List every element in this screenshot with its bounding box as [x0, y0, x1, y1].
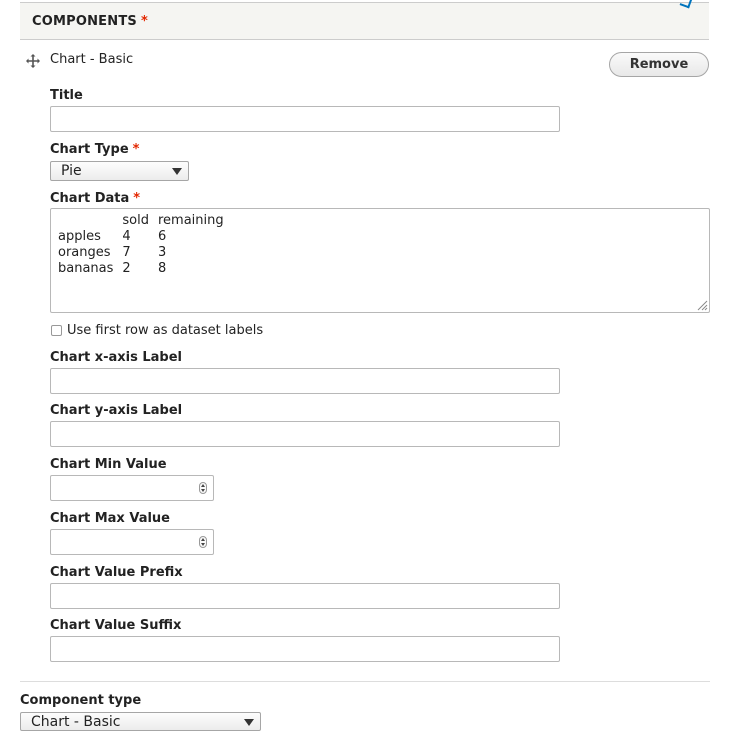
- first-row-labels-checkbox[interactable]: [51, 325, 62, 336]
- value-suffix-label: Chart Value Suffix: [50, 618, 182, 633]
- chart-type-select[interactable]: [50, 161, 189, 181]
- remove-button[interactable]: Remove: [609, 52, 709, 77]
- checkmark-icon: [680, 0, 693, 8]
- required-marker: *: [140, 14, 148, 29]
- chart-data-cell: apples: [58, 229, 101, 244]
- value-suffix-input[interactable]: [50, 636, 560, 662]
- chart-data-cell: 2: [122, 261, 131, 276]
- chart-data-textarea[interactable]: [50, 208, 710, 313]
- chart-type-value: Pie: [61, 163, 82, 179]
- component-type-select[interactable]: [20, 712, 261, 731]
- components-heading: COMPONENTS *: [32, 14, 148, 29]
- component-type-value: Chart - Basic: [31, 714, 121, 730]
- chart-data-cell: 7: [122, 245, 131, 260]
- x-axis-input[interactable]: [50, 368, 560, 394]
- resize-handle-icon[interactable]: [696, 299, 708, 311]
- chart-data-label: Chart Data *: [50, 191, 141, 206]
- drag-handle-icon[interactable]: [26, 54, 40, 68]
- chart-data-cell: 4: [122, 229, 131, 244]
- chart-data-cell: oranges: [58, 245, 111, 260]
- section-divider: [20, 681, 710, 682]
- chevron-down-icon: [244, 719, 254, 726]
- value-prefix-label: Chart Value Prefix: [50, 565, 183, 580]
- max-value-label: Chart Max Value: [50, 511, 170, 526]
- chart-data-row: [58, 213, 233, 229]
- first-row-labels-label: Use first row as dataset labels: [67, 323, 264, 338]
- chart-data-row: [58, 245, 233, 261]
- chart-data-cell: [58, 213, 122, 229]
- title-label: Title: [50, 88, 83, 103]
- x-axis-label: Chart x-axis Label: [50, 350, 183, 365]
- min-value-input[interactable]: [50, 475, 214, 501]
- chart-data-cell: 8: [158, 261, 167, 276]
- value-prefix-input[interactable]: [50, 583, 560, 609]
- components-header: [20, 2, 709, 40]
- y-axis-label: Chart y-axis Label: [50, 403, 183, 418]
- chart-data-table: [58, 213, 233, 277]
- chart-type-label: Chart Type *: [50, 142, 140, 157]
- min-value-label: Chart Min Value: [50, 457, 167, 472]
- chart-data-cell: remaining: [158, 213, 224, 228]
- spinner-icon[interactable]: [199, 482, 207, 494]
- title-input[interactable]: [50, 106, 560, 132]
- chart-data-cell: bananas: [58, 261, 114, 276]
- y-axis-input[interactable]: [50, 421, 560, 447]
- component-type-label: Component type: [20, 693, 142, 708]
- max-value-input[interactable]: [50, 529, 214, 555]
- component-item-title: Chart - Basic: [50, 52, 134, 67]
- chart-data-cell: 6: [158, 229, 167, 244]
- chart-data-cell: sold: [122, 213, 149, 228]
- chart-data-row: [58, 261, 233, 277]
- chart-data-row: [58, 229, 233, 245]
- chevron-down-icon: [172, 168, 182, 175]
- spinner-icon[interactable]: [199, 536, 207, 548]
- chart-data-cell: 3: [158, 245, 167, 260]
